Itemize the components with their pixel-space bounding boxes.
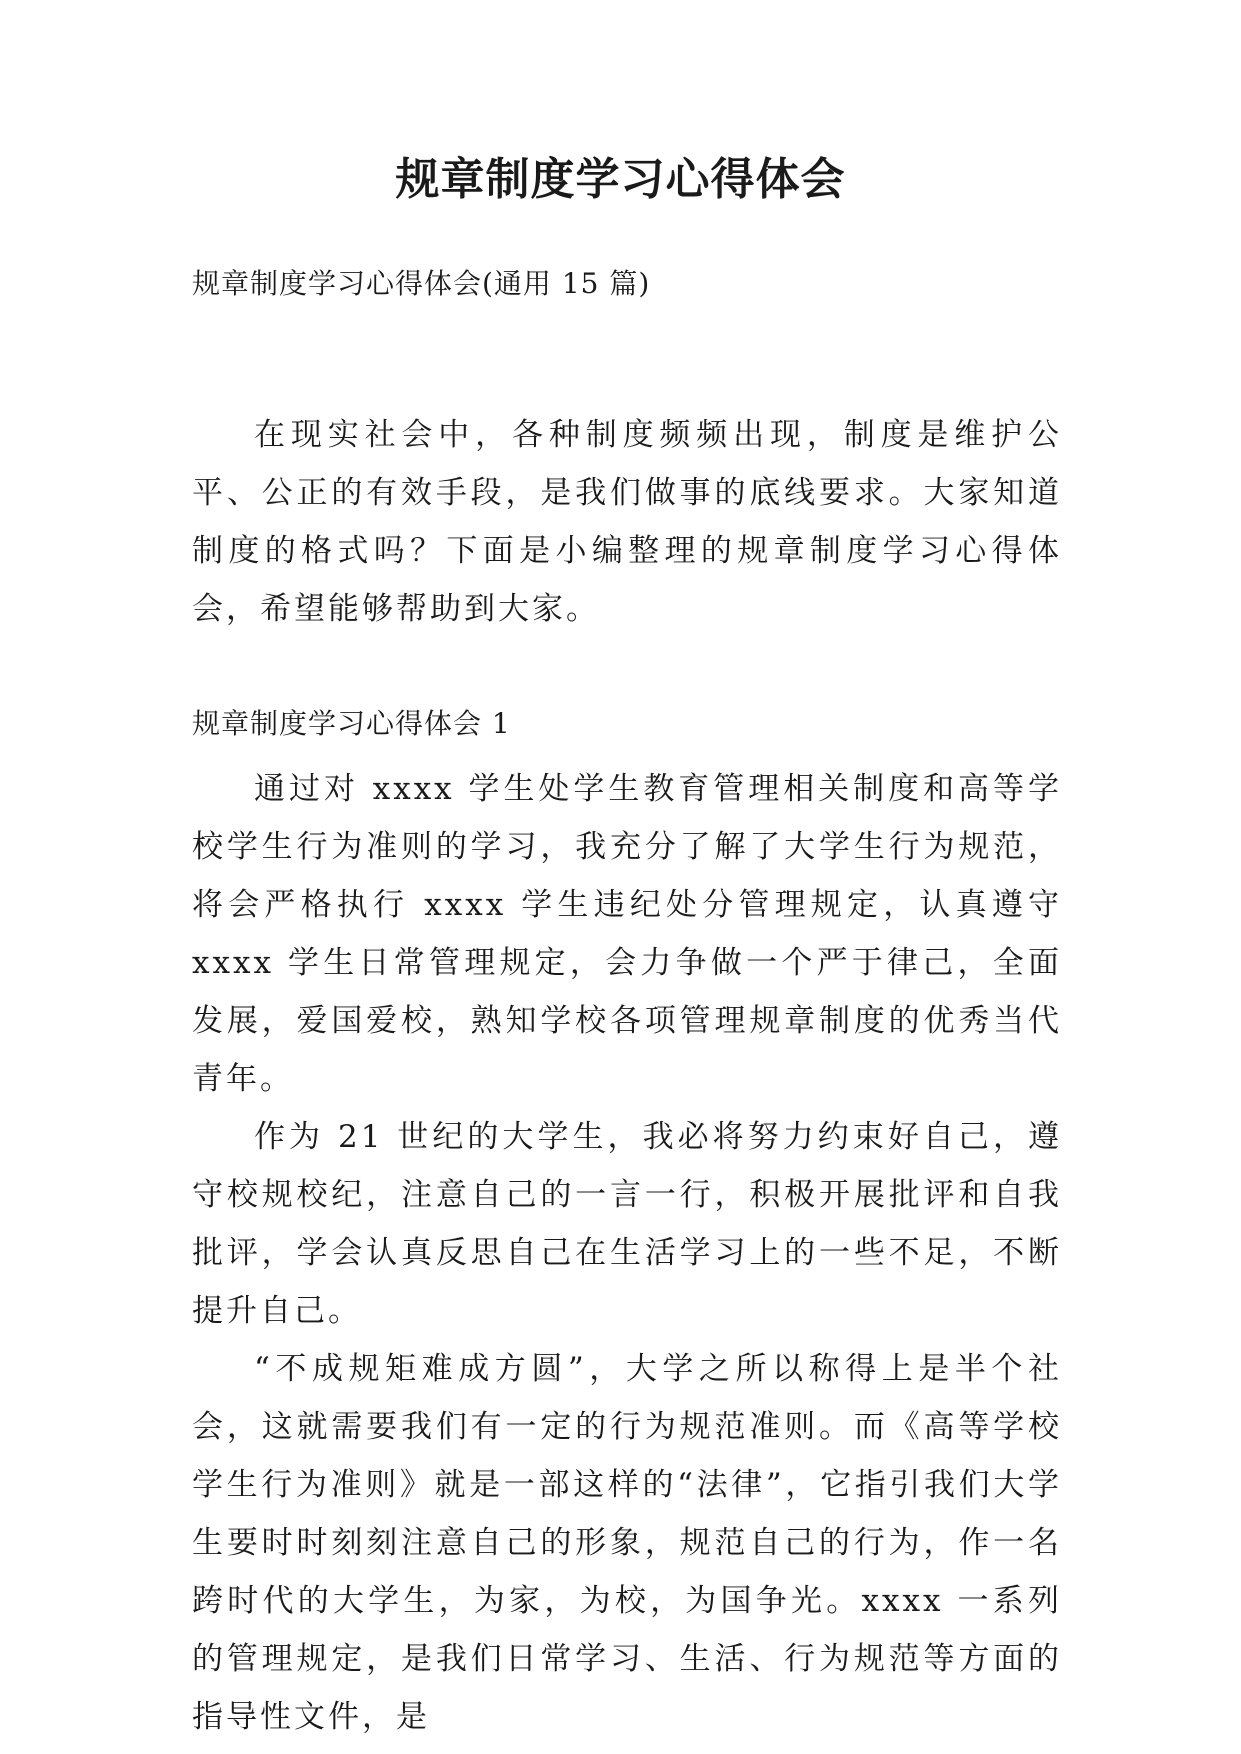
- document-subtitle: 规章制度学习心得体会(通用 15 篇): [192, 267, 651, 300]
- body-paragraph: 作为 21 世纪的大学生，我必将努力约束好自己，遵守校规校纪，注意自己的一言一行，积极开展批评和自我批评，学会认真反思自己在生活学习上的一些不足，不断提升自己。: [192, 1119, 1062, 1329]
- section-body: [192, 760, 1062, 1746]
- page-title: 规章制度学习心得体会: [395, 154, 846, 205]
- body-paragraph: 通过对 xxxx 学生处学生教育管理相关制度和高等学校学生行为准则的学习，我充分了解了大学生行为规范，将会严格执行 xxxx 学生违纪处分管理规定，认真遵守 xxxx 学生日常管理规定，会力争做一个严于律己，全面发展，爱国爱校，熟知学校各项管理规章制度的优秀当代青年。: [192, 771, 1062, 1097]
- section-heading: 规章制度学习心得体会 1: [192, 707, 511, 740]
- intro-block: [192, 406, 1062, 638]
- intro-paragraph: 在现实社会中，各种制度频频出现，制度是维护公平、公正的有效手段，是我们做事的底线要求。大家知道制度的格式吗？下面是小编整理的规章制度学习心得体会，希望能够帮助到大家。: [192, 417, 1062, 627]
- body-paragraph: “不成规矩难成方圆”，大学之所以称得上是半个社会，这就需要我们有一定的行为规范准则。而《高等学校学生行为准则》就是一部这样的“法律”，它指引我们大学生要时时刻刻注意自己的形象，规范自己的行为，作一名跨时代的大学生，为家，为校，为国争光。xxxx 一系列的管理规定，是我们日常学习、生活、行为规范等方面的指导性文件，是: [192, 1351, 1062, 1735]
